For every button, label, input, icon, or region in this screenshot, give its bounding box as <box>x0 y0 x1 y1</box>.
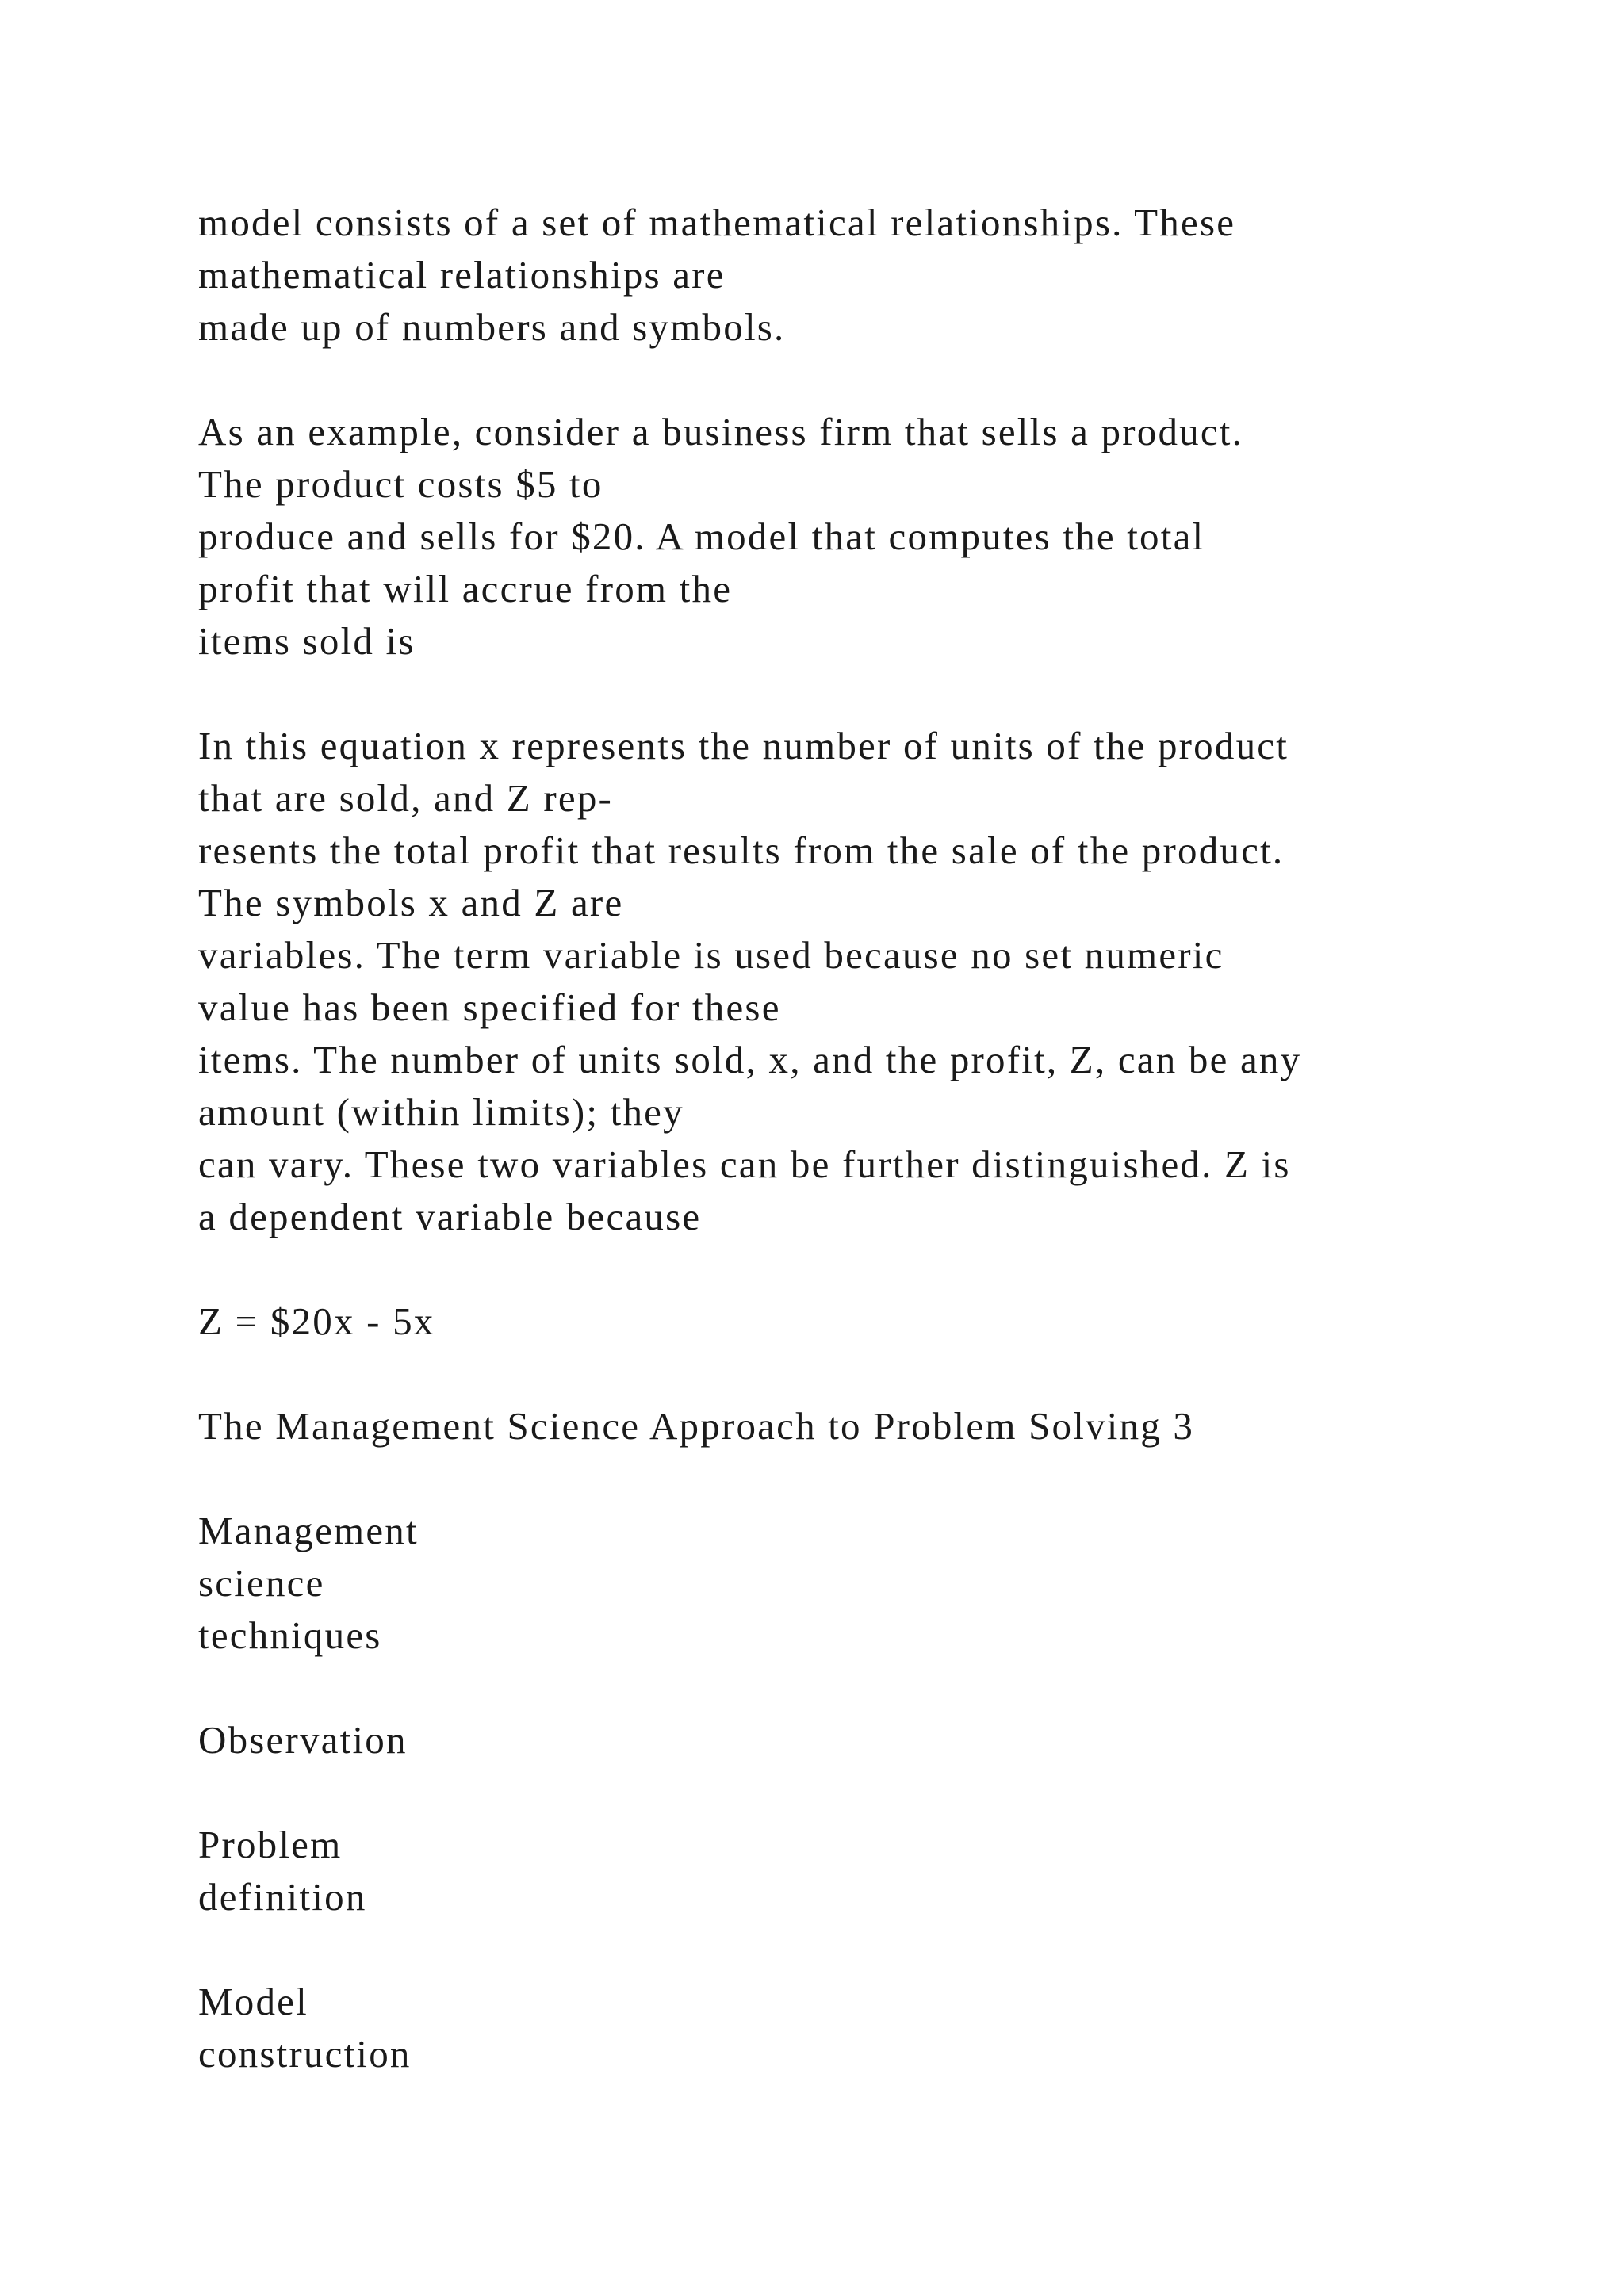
text-line: mathematical relationships are <box>198 253 726 297</box>
text-line: In this equation x represents the number of units of the product <box>198 724 1289 767</box>
text-line: value has been specified for these <box>198 985 781 1029</box>
text-line: made up of numbers and symbols. <box>198 305 786 349</box>
blank-line <box>198 1923 1546 1976</box>
diagram-label: definition <box>198 1875 367 1919</box>
blank-line <box>198 668 1546 720</box>
text-line: can vary. These two variables can be further distinguished. Z is <box>198 1142 1291 1186</box>
text-line: items sold is <box>198 619 416 663</box>
text-line: amount (within limits); they <box>198 1090 684 1134</box>
text-line: items. The number of units sold, x, and the profit, Z, can be any <box>198 1038 1302 1081</box>
blank-line <box>198 1348 1546 1400</box>
blank-line <box>198 1452 1546 1505</box>
text-line: that are sold, and Z rep- <box>198 776 614 820</box>
text-line: model consists of a set of mathematical relationships. These <box>198 201 1236 244</box>
blank-line <box>198 354 1546 406</box>
equation-line: Z = $20x - 5x <box>198 1299 435 1343</box>
diagram-label: Management <box>198 1509 419 1552</box>
document-body <box>198 197 1546 2080</box>
diagram-label: Problem <box>198 1823 343 1866</box>
text-line: resents the total profit that results from the sale of the product. <box>198 828 1285 872</box>
text-line: variables. The term variable is used because no set numeric <box>198 933 1224 977</box>
diagram-label: construction <box>198 2032 412 2076</box>
text-line: The product costs $5 to <box>198 462 603 506</box>
diagram-label: Model <box>198 1980 308 2023</box>
blank-line <box>198 1766 1546 1819</box>
diagram-label: techniques <box>198 1613 382 1657</box>
text-line: produce and sells for $20. A model that computes the total <box>198 515 1205 558</box>
blank-line <box>198 1243 1546 1295</box>
text-line: The symbols x and Z are <box>198 881 624 924</box>
text-line: As an example, consider a business firm that sells a product. <box>198 410 1244 453</box>
text-line: profit that will accrue from the <box>198 567 733 610</box>
text-line: a dependent variable because <box>198 1195 702 1238</box>
diagram-label: Observation <box>198 1718 408 1762</box>
diagram-label: science <box>198 1561 325 1605</box>
running-header: The Management Science Approach to Problem Solving 3 <box>198 1404 1195 1448</box>
blank-line <box>198 1662 1546 1714</box>
